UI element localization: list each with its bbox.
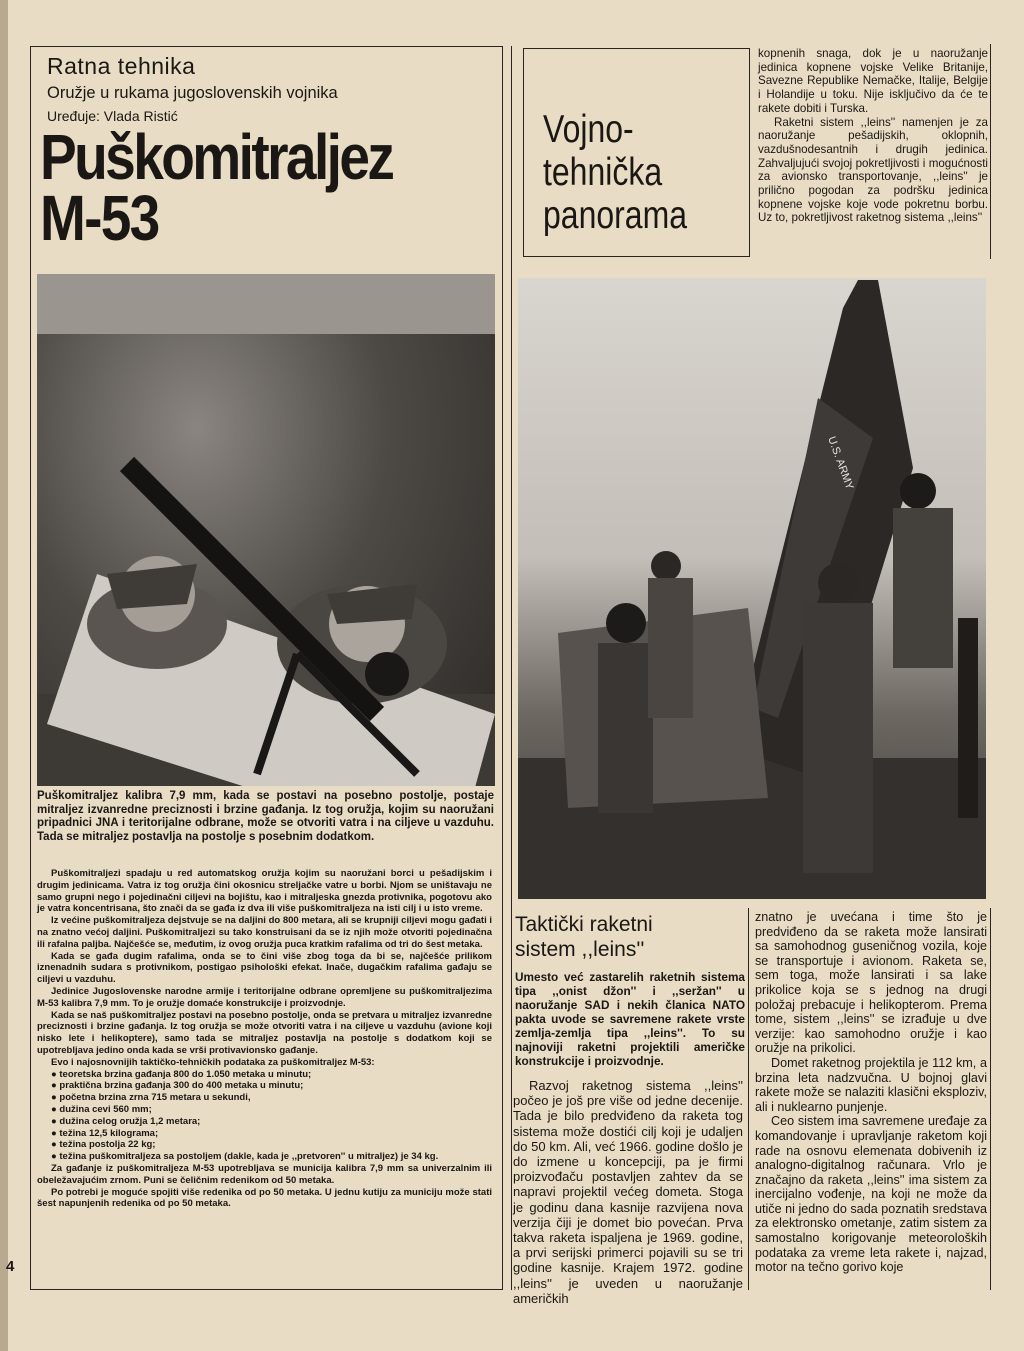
photo-caption: [37, 790, 494, 844]
right-article-col2: [755, 910, 987, 1275]
right-edge-rule: [990, 908, 991, 1290]
right-article-title: [515, 912, 653, 962]
body-paragraph: Po potrebi je moguće spojiti više redenika od po 50 metaka. U jednu kutiju za municiju može stati šest napunjenih redenika od po 50 metaka.: [37, 1186, 492, 1210]
body-paragraph: Jedinice Jugoslovenske narodne armije i teritorijalne odbrane opremljene su puškomitraljezima M-53 kalibra 7,9 mm. To je oružje domaće konstrukcije i proizvodnje.: [37, 985, 492, 1009]
spec-item: ● dužina cevi 560 mm;: [51, 1104, 492, 1116]
rocket-illustration: [518, 278, 986, 899]
col2-paragraph: Domet raketnog projektila je 112 km, a brzina leta nadzvučna. U bojnoj glavi rakete može se nalaziti klasični eksploziv, ali i nuklearno punjenje.: [755, 1055, 987, 1114]
body-paragraph: Evo i najosnovnijih taktičko-tehničkih podataka za puškomitraljez M-53:: [51, 1056, 375, 1068]
machine-gun-photo: [37, 274, 495, 786]
right-title-line1: Taktički raketni: [515, 913, 653, 936]
section-subtitle: Oružje u rukama jugoslovenskih vojnika: [47, 84, 338, 102]
col2-paragraph: Ceo sistem ima savremene uređaje za komandovanje i upravljanje raketom koji rade na osnovu elemenata dobivenih iz analogno-digitalnog računara. Vrlo je značajno da raketa ,,leins'' ima sistem za inercijalno vođenje, na koji ne može da utiče ni jedno do sada poznatih sredstava za elektronsko ometanje, zatim sistem za samostalno korigovanje meteoroloških podataka za vreme leta rakete i, najzad, motor na tečno gorivo koje: [755, 1114, 987, 1275]
body-paragraph: Za gađanje iz puškomitraljeza M-53 upotrebljava se municija kalibra 7,9 mm sa univerzalnim ili obeležavajućim zrnom. Puni se čeličnim redenikom od 50 metaka.: [37, 1162, 492, 1186]
panorama-line2: tehnička: [543, 151, 663, 194]
spec-item: ● težina postolja 22 kg;: [51, 1139, 492, 1151]
panorama-line1: Vojno-: [543, 108, 634, 151]
machine-gun-illustration: [37, 274, 495, 786]
top-right-paragraph: Raketni sistem ,,leins'' namenjen je za naoružanje pešadijskih, oklopnih, vazdušnodesantnih i drugih jedinica. Zahvaljujući svojoj pokretljivosti i mogućnosti za avionsko transportovanje, ,,leins'' je prilično pogodan za podršku jedinica kopnene vojske koje vode pokretnu borbu. Uz to, pokretljivost raketnog sistema ,,leins'': [758, 115, 988, 225]
spec-item: ● praktična brzina gađanja 300 do 400 metaka u minutu;: [51, 1080, 492, 1092]
caption-text: Puškomitraljez kalibra 7,9 mm, kada se postavi na posebno postolje, postaje mitraljez izvanredne preciznosti i brzine gađanja. Iz tog oružja, kojim su naoružani pripadnici JNA i teritorijalne odbrane, može se otvoriti vatra i na ciljeve u vazduhu. Tada se mitraljez postavlja na postolje s posebnim dodatkom.: [37, 790, 494, 843]
spec-item: ● težina puškomitraljeza sa postoljem (dakle, kada je ,,pretvoren'' u mitraljez) je 34 kg.: [51, 1151, 492, 1163]
specs-list: [37, 1069, 492, 1163]
panorama-line3: panorama: [543, 194, 688, 237]
body-paragraph: Kada se gađa dugim rafalima, onda se to čini više zbog toga da bi se, najčešće prilikom iznenadnih sudara s protivnikom, postigao psihološki efekat. Inače, dugačkim rafalima gađaju se ciljevi u vazduhu.: [37, 950, 492, 986]
col2-paragraph: znatno je uvećana i time što je predviđeno da se raketa može lansirati sa samohodnog guseničnog vozila, koje se transportuje i avionom. Raketa se, sem toga, može lansirati i sa lake prikolice koja se s jednog na drugi položaj prebacuje i helikopterom. Prema tome, sistem ,,leins'' se izrađuje u dve verzije: kao samohodno oružje i kao oružje na prikolici.: [755, 910, 987, 1056]
top-right-paragraph: kopnenih snaga, dok je u naoružanje jedinica kopnene vojske Velike Britanije, Savezne Republike Nemačke, Italije, Belgije i Holandije u toku. Nije isključivo da će te rakete dobiti i Turska.: [758, 47, 988, 115]
spec-item: ● početna brzina zrna 715 metara u sekundi,: [51, 1092, 492, 1104]
rocket-launcher-photo: [518, 278, 986, 899]
rocket-marking: U.S. ARMY: [825, 434, 856, 492]
col1-paragraph: Razvoj raketnog sistema ,,leins'' počeo je još pre više od jedne decenije. Tada je bilo predviđeno da raketa tog sistema može dostići cilj koji je udaljen do 50 km. Ali, već 1966. godine došlo je do izmene u koncepciji, pa je firmi proizvođaču postavljen zahtev da se napravi projektil većeg dometa. Stoga je godinu dana kasnije razvijena nova verzija čiji je domet bio povećan. Prva takva raketa ispaljena je 1969. godine, a prvi serijski primerci pojavili su se tri godine kasnije. Krajem 1972. godine ,,leins'' je uveden u naoružanje američkih: [513, 1078, 743, 1306]
panorama-heading: [543, 108, 687, 237]
left-article-body: [37, 868, 492, 1210]
right-article-col1: [513, 1078, 743, 1306]
spec-item: ● teoretska brzina gađanja 800 do 1.050 metaka u minutu;: [51, 1069, 492, 1081]
top-right-text: [758, 47, 988, 225]
article-title-line2: M-53: [40, 182, 159, 254]
right-title-line2: sistem ,,leins'': [515, 938, 645, 961]
column-divider: [511, 46, 512, 1290]
spec-item: ● težina 12,5 kilograma;: [51, 1128, 492, 1140]
body-paragraph: Puškomitraljezi spadaju u red automatskog oružja kojim su naoružani borci u pešadijskim i drugim jedinicama. Vatra iz tog oružja čini okosnicu streljačke vatre u borbi. Njom se uništavaju ne samo grupni nego i pojedinačni ciljevi na bojištu, kao i mitraljeska gnezda protivnika, pogotovu ako je vatra koncentrisana, što znači da se gađa iz dva ili više puškomitraljeza na isti cilj i u isto vreme.: [37, 868, 492, 915]
page-binding-edge: [0, 0, 8, 1351]
section-title: Ratna tehnika: [47, 53, 196, 79]
right-article-lead: [515, 970, 745, 1068]
editor-credit: Uređuje: Vlada Ristić: [47, 108, 178, 124]
article-title-line1: Puškomitraljez: [40, 121, 393, 193]
body-paragraph: Kada se naš puškomitraljez postavi na posebno postolje, onda se pretvara u mitraljez izvanredne preciznosti i brzine gađanja. Iz tog oružja se može otvoriti vatra i na ciljeve u vazduhu (avione koji nisko lete i helikoptere), samo tada se mitraljez postavlja na postolje s dodatkom koji se upotrebljava jedino onda kada se vrši protivavionsko gađanje.: [37, 1009, 492, 1056]
top-right-rule: [990, 44, 991, 259]
spec-item: ● dužina celog oružja 1,2 metara;: [51, 1116, 492, 1128]
body-paragraph: Iz većine puškomitraljeza dejstvuje se na daljini do 800 metara, ali se krupniji ciljevi mogu gađati i na znatno većoj daljini. Puškomitraljezi su tako konstruisani da se iz njih može otvoriti pojedinačna ili rafalna paljba. Najčešće se, međutim, iz ovog oružja puca kratkim rafalima od tri do šest metaka.: [37, 915, 492, 950]
right-col-divider: [748, 908, 749, 1290]
lead-text: Umesto već zastarelih raketnih sistema tipa ,,onist džon'' i ,,seržan'' u naoružanje SAD i nekih članica NATO pakta uvode se savremene rakete vrste zemlja-zemlja tipa ,,leins''. To su najnoviji raketni projektili američke konstrukcije i proizvodnje.: [515, 970, 745, 1068]
page-number: 4: [6, 1258, 15, 1275]
